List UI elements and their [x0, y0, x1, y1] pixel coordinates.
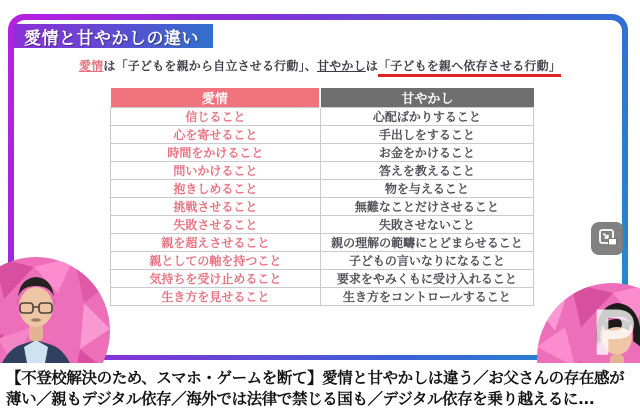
spoil-definition-highlighted: 「子どもを親へ依存させる行動」	[378, 59, 561, 77]
definition-line	[0, 57, 640, 74]
spoil-term: 甘やかし	[316, 59, 366, 73]
slide-title: 愛情と甘やかしの違い	[24, 28, 199, 49]
spoil-cell: 物を与えること	[320, 180, 533, 198]
love-term: 愛情	[78, 59, 104, 73]
spoil-cell: 親の理解の範疇にとどまらせること	[320, 234, 533, 252]
table-row	[111, 270, 534, 288]
miniplayer-icon	[598, 228, 617, 250]
spoil-cell: お金をかけること	[320, 144, 533, 162]
love-cell: 生き方を見せること	[111, 288, 321, 306]
spoil-cell: 要求をやみくもに受け入れること	[320, 270, 533, 288]
love-cell: 心を寄せること	[111, 126, 321, 144]
love-cell: 抱きしめること	[111, 180, 321, 198]
love-cell: 親を超えさせること	[111, 234, 321, 252]
comparison-table	[110, 88, 534, 306]
video-title-caption: 【不登校解決のため、スマホ・ゲームを断て】愛情と甘やかしは違う／お父さんの存在感が薄い／親もデジタル依存／海外では法律で禁じる国も／デジタル依存を乗り越えるに...	[0, 363, 640, 416]
column-header-spoil: 甘やかし	[320, 88, 533, 108]
particle: は	[365, 59, 378, 73]
love-cell: 問いかけること	[111, 162, 321, 180]
spoil-cell: 無難なことだけさせること	[320, 198, 533, 216]
table-row	[111, 288, 534, 306]
love-cell: 時間をかけること	[111, 144, 321, 162]
table-row	[111, 162, 534, 180]
love-cell: 気持ちを受け止めること	[111, 270, 321, 288]
table-row	[111, 180, 534, 198]
channel-watermark: P	[591, 297, 637, 363]
table-row	[111, 252, 534, 270]
table-row	[111, 108, 534, 126]
table-row	[111, 144, 534, 162]
love-cell: 挑戦させること	[111, 198, 321, 216]
table-row	[111, 198, 534, 216]
miniplayer-button[interactable]	[591, 222, 624, 255]
column-header-love: 愛情	[111, 88, 321, 108]
spoil-cell: 子どもの言いなりになること	[320, 252, 533, 270]
spoil-cell: 答えを教えること	[320, 162, 533, 180]
love-definition: は「子どもを親から自立させる行動」、	[103, 59, 317, 73]
spoil-cell: 心配ばかりすること	[320, 108, 533, 126]
table-row	[111, 234, 534, 252]
slide-title-banner	[14, 24, 213, 48]
love-cell: 失敗させること	[111, 216, 321, 234]
spoil-cell: 失敗させないこと	[320, 216, 533, 234]
table-header-row	[111, 88, 534, 108]
spoil-cell: 生き方をコントロールすること	[320, 288, 533, 306]
table-row	[111, 126, 534, 144]
love-cell: 親としての軸を持つこと	[111, 252, 321, 270]
spoil-cell: 手出しをすること	[320, 126, 533, 144]
table-row	[111, 216, 534, 234]
love-cell: 信じること	[111, 108, 321, 126]
